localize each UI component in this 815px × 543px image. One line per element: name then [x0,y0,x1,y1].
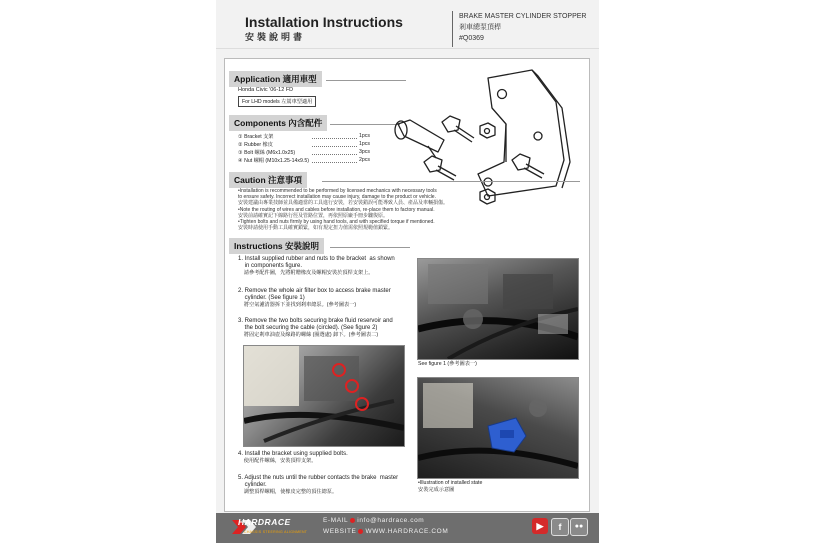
leader-dots [312,146,357,147]
figure-1-photo [417,258,579,360]
email-label: E-MAIL [323,517,349,524]
instruction-step [238,451,348,465]
component-row [238,149,370,156]
step-text-en: the bolt securing the cable (circled). (See figure 2) [238,325,378,332]
step-text-en: 3. Remove the two bolts securing brake fluid reservoir and [238,318,393,324]
step-text-en: in components figure. [238,263,303,270]
wechat-icon[interactable]: ●● [570,518,588,536]
instructions-heading: Instructions 安裝說明 [229,238,324,254]
caution-line: 安裝時請使用手動工具確實鎖緊，如有規定扭力值需依照規範值鎖緊。 [238,225,394,232]
component-row [238,133,370,140]
component-qty: 1pcs [359,141,370,147]
leader-dots [312,138,357,139]
leader-dots [312,154,357,155]
nut-2 [480,189,495,204]
page-title-cn: 安裝說明書 [245,32,306,42]
header-separator [216,48,599,49]
installed-caption-en: •Illustration of installed state [418,480,483,486]
component-label: ① Bracket 支架 [238,134,274,140]
step-text-cn: 請參考配件圖，先將附贈橡皮及螺帽安裝於頂桿支架上。 [238,270,374,277]
step-text-en: 4. Install the bracket using supplied bolts. [238,451,348,457]
components-heading: Components 內含配件 [229,115,327,131]
bullet-icon [350,518,355,523]
section-rule [330,247,410,248]
email-address[interactable]: info@hardrace.com [357,517,425,524]
youtube-icon[interactable]: ▶ [532,518,548,534]
installed-caption [418,480,482,493]
footer-tagline: CHASSIS STEERING ALIGNMENT [244,530,308,534]
component-label: ④ Nut 螺帽 (M10x1.25-14x9.5) [238,158,309,164]
step-text-en: 2. Remove the whole air filter box to access brake master [238,288,391,294]
instruction-step [238,475,398,497]
step-text-cn: 使用配件螺絲，安裝頂桿支架。 [238,458,317,465]
nut-1 [480,123,495,138]
bolt-1 [442,116,460,132]
step-text-en: 1. Install supplied rubber and nuts to the bracket as shown [238,256,395,262]
component-label: ③ Bolt 螺絲 (M6x1.0x25) [238,150,296,156]
step-text-cn: 調整頂桿螺帽，使橡皮完整的頂住總泵。 [238,489,338,496]
section-rule [322,181,580,182]
caution-line: to ensure safety. Incorrect installation may cause injury, damage to the product or vehicle. [238,194,436,201]
instruction-step [238,318,393,340]
lhd-note: For LHD models 左駕車型適用 [238,96,316,107]
bolt-2 [424,156,442,172]
bracket-outline [478,70,564,196]
component-row [238,157,370,164]
step-text-en: cylinder. [238,482,267,489]
header-divider [452,11,453,47]
page-title: Installation Instructions [245,14,403,30]
figure-1-caption: See figure 1 (參考圖表一) [418,361,477,367]
product-code: #Q0369 [459,35,484,42]
footer-brand: HARDRACE [238,517,291,527]
facebook-icon[interactable]: f [551,518,569,536]
caution-line: •Installation is recommended to be performed by licensed mechanics with necessary tools [238,188,437,194]
leader-dots [312,162,357,163]
website-url[interactable]: WWW.HARDRACE.COM [365,528,449,535]
figure-2-photo [243,345,405,447]
step-text-cn: 將固定剎車油壺及線路的螺絲 (圈選處) 卸下。(參考圖表二) [238,332,379,339]
website-label: WEBSITE [323,528,357,535]
caution-line: 安裝建議由專業技師並具備適當的工具進行安裝，若安裝錯誤可能導致人員、產品及車輛損傷。 [238,200,449,207]
vehicle-text: Honda Civic '06-12 FD [238,87,294,93]
instruction-step [238,288,391,310]
step-text-en: 5. Adjust the nuts until the rubber contacts the brake master [238,475,399,481]
component-qty: 1pcs [359,133,370,139]
product-name-en: BRAKE MASTER CYLINDER STOPPER [459,13,587,20]
footer-email[interactable] [323,517,424,524]
component-row [238,141,370,148]
product-name-cn: 剎車總泵頂桿 [459,24,501,31]
caution-line: 安裝前請確實記下線路行徑及管路位置，再依照原廠手冊步驟復原。 [238,212,389,219]
application-heading: Application 適用車型 [229,71,322,87]
caution-heading: Caution 注意事項 [229,172,307,188]
component-qty: 2pcs [359,157,370,163]
product-info [459,11,586,44]
footer-website[interactable] [323,528,448,535]
component-qty: 3pcs [359,149,370,155]
installed-caption-cn: 安裝完成示意圖 [418,486,455,493]
caution-line: •Note the routing of wires and cables before installation, re-place them to factory manual. [238,206,435,213]
instruction-step [238,256,395,278]
bullet-icon [358,529,363,534]
step-text-cn: 將空氣濾清器拆下並找到剎車總泵。(參考圖表一) [238,302,357,309]
step-text-en: cylinder. (See figure 1) [238,295,305,302]
bolt-3 [512,154,530,170]
component-label: ② Rubber 橡皮 [238,142,273,148]
caution-line: •Tighten bolts and nuts firmly by using hand tools, and with specified torque if mentioned. [238,219,435,225]
installed-state-photo [417,377,579,479]
